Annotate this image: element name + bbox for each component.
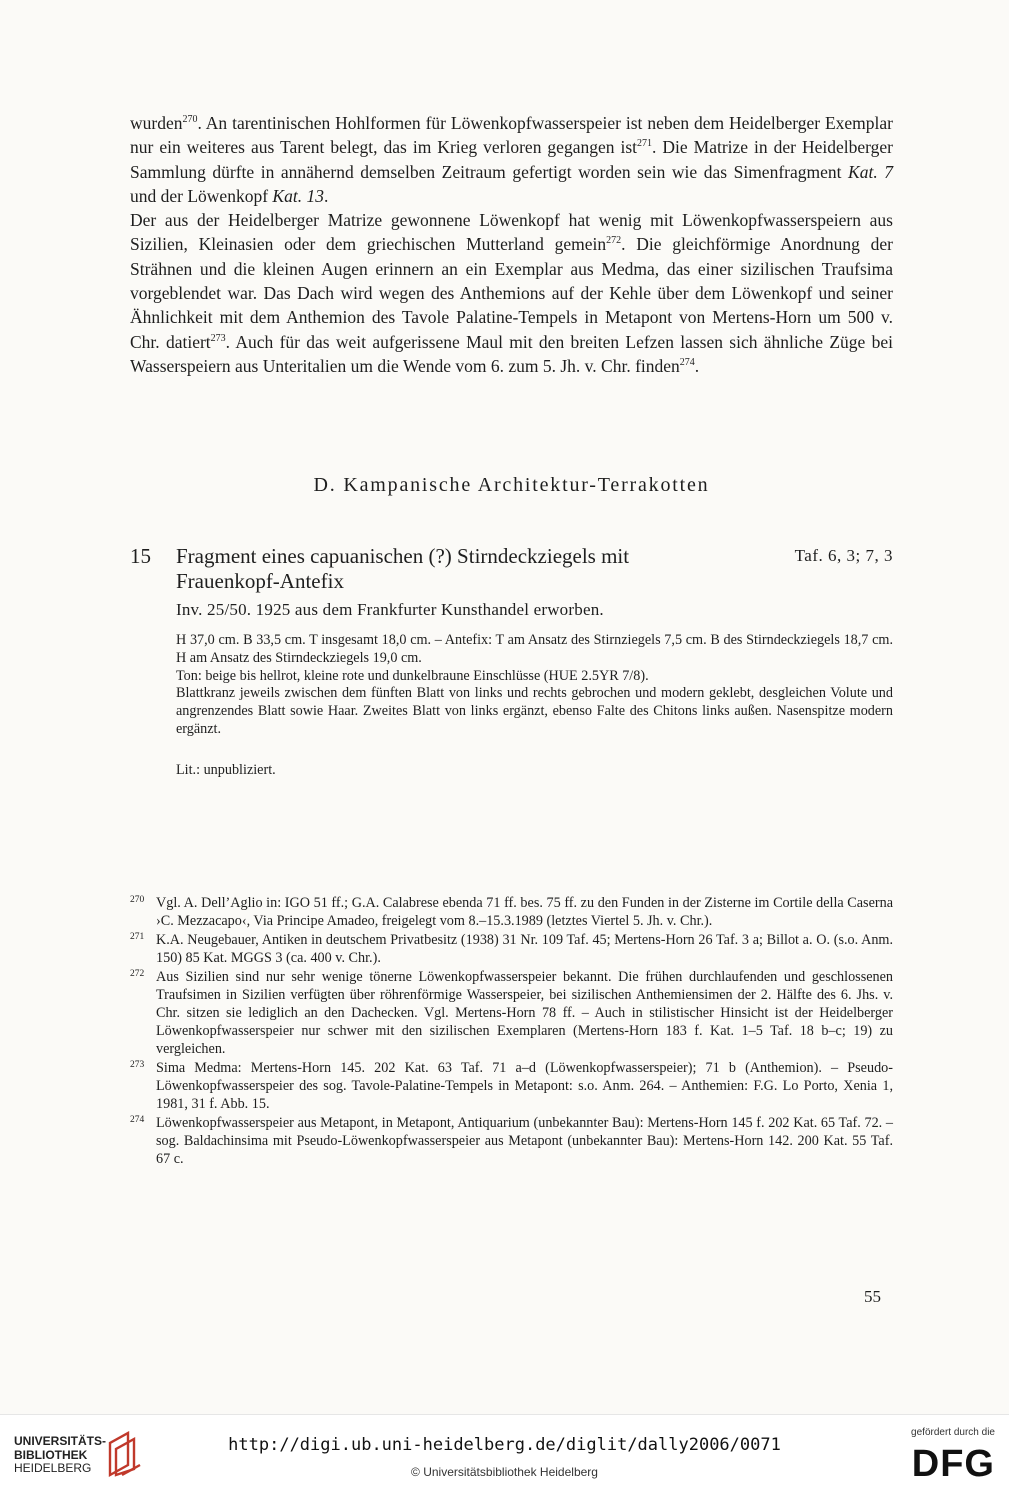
catalogue-entry-number: 15 — [130, 544, 151, 568]
plate-reference: Taf. 6, 3; 7, 3 — [794, 546, 893, 565]
viewer-footer — [0, 1414, 1009, 1490]
footnote-number: 271 — [130, 932, 145, 942]
library-name-line: BIBLIOTHEK — [14, 1447, 88, 1462]
footnote — [130, 1114, 893, 1168]
page-number: 55 — [864, 1287, 881, 1306]
footnote-text: Löwenkopfwasserspeier aus Metapont, in Metapont, Antiquarium (unbekannter Bau): Mertens-Horn 145 f. 202 Kat. 65 Taf. 72. – sog. Baldachinsima mit Pseudo-Löwenkopfwasserspeier aus Metapont (unbekannter Bau): Mertens-Horn 142. 200 Kat. 55 Taf. 67 c. — [156, 1115, 893, 1167]
footnote — [130, 894, 893, 930]
literature-line: Lit.: unpubliziert. — [176, 762, 276, 778]
body-text — [130, 111, 893, 378]
footnote-number: 273 — [130, 1060, 145, 1070]
paragraph: wurden$^{270}$. An tarentinischen Hohlformen für Löwenkopfwasserspeier ist neben dem Heidelberger Exemplar nur ein weiteres aus Tarent belegt, das im Krieg verloren gegangen ist$^{271}$. Die Matrize in der Heidelberger Sammlung dürfte in annähernd demselben Zeitraum gefertigt worden sein wie das Simenfragment Kat. 7 und der Löwenkopf Kat. 13. — [130, 113, 893, 206]
condition-description: Blattkranz jeweils zwischen dem fünften Blatt von links und rechts gebrochen und modern geklebt, desgleichen Volute und angrenzendes Blatt sowie Haar. Zweites Blatt von links ergänzt, ebenso Falte des Chitons links außen. Nasenspitze modern ergänzt. — [176, 685, 893, 737]
catalogue-entry-title: Fragment eines capuanischen (?) Stirndeckziegels mit Frauenkopf-Antefix — [176, 544, 630, 593]
footnote-number: 272 — [130, 969, 145, 979]
footnote-ref[interactable]: 271 — [637, 138, 653, 150]
footnote — [130, 931, 893, 967]
footnote — [130, 1059, 893, 1113]
inventory-line: Inv. 25/50. 1925 aus dem Frankfurter Kunsthandel erworben. — [176, 600, 604, 619]
catalogue-ref: Kat. 13 — [272, 185, 324, 206]
footnote-ref[interactable]: 274 — [679, 356, 695, 368]
clay-description: Ton: beige bis hellrot, kleine rote und dunkelbraune Einschlüsse (HUE 2.5YR 7/8). — [176, 667, 649, 684]
footnote-ref[interactable]: 270 — [182, 114, 198, 125]
copyright-notice: © Universitätsbibliothek Heidelberg — [411, 1465, 598, 1479]
funder-logo[interactable] — [891, 1427, 995, 1483]
footnote-number: 270 — [130, 895, 145, 905]
paragraph: Der aus der Heidelberger Matrize gewonnene Löwenkopf hat wenig mit Löwenkopfwasserspeiern aus Sizilien, Kleinasien oder dem griechischen Mutterland gemein$^{272}$. Die gleichförmige Anordnung der Strähnen und die kleinen Augen erinnern an ein Exemplar aus Medma, das einer sizilischen Traufsima vorgeblendet war. Das Dach wird wegen des Anthemions auf der Kehle über dem Löwenkopf und seiner Ähnlichkeit mit dem Anthemion des Tavole Palatine-Tempels in Metapont von Mertens-Horn um 500 v. Chr. datiert$^{273}$. Auch für das weit aufgerissene Maul mit den breiten Lefzen lassen sich ähnliche Züge bei Wasserspeiern aus Unteritalien um die Wende vom 6. zum 5. Jh. v. Chr. finden$^{274}$. — [130, 210, 893, 376]
section-heading: D. Kampanische Architektur-Terrakotten — [313, 474, 710, 496]
footnote-ref[interactable]: 272 — [606, 235, 622, 247]
catalogue-ref: Kat. 7 — [848, 161, 893, 182]
dimensions: H 37,0 cm. B 33,5 cm. T insgesamt 18,0 cm. – Antefix: T am Ansatz des Stirnziegels 7,5 cm. B des Stirndeckziegels 18,7 cm. H am Ansatz des Stirndeckziegels 19,0 cm. — [176, 632, 893, 666]
catalogue-entry-details — [176, 632, 893, 739]
footnote-number: 274 — [130, 1115, 145, 1125]
permalink-url[interactable]: http://digi.ub.uni-heidelberg.de/diglit/dally2006/0071 — [228, 1435, 781, 1455]
footnotes — [130, 894, 893, 1169]
footnote — [130, 968, 893, 1058]
footnote-text: Aus Sizilien sind nur sehr wenige tönerne Löwenkopfwasserspeier bekannt. Die frühen durchlaufenden und geschlossenen Traufsimen in Sizilien verfügten über röhrenförmige Wasserspeier, bei sizilischen Anthemiensimen der 2. Hälfte des 6. Jhs. v. Chr. sitzen sie lediglich an den Dachecken. Vgl. Mertens-Horn 78 ff. – Auch in stilistischer Hinsicht ist der Heidelberger Löwenkopfwasserspeier nur schwer mit den sizilischen Exemplaren (Mertens-Horn 183 f. Kat. 1–5 Taf. 18 b–c; 19) zu vergleichen. — [156, 969, 893, 1057]
footnote-text: Vgl. A. Dell’Aglio in: IGO 51 ff.; G.A. Calabrese ebenda 71 ff. bes. 75 ff. zu den Funden in der Zisterne im Cortile della Caserna ›C. Mezzacapo‹, Via Principe Amadeo, freigelegt vom 8.–15.3.1989 (letztes Viertel 5. Jh. v. Chr.). — [156, 895, 893, 929]
footnote-ref[interactable]: 273 — [210, 332, 226, 344]
library-name-line: HEIDELBERG — [14, 1461, 92, 1475]
library-name-line: UNIVERSITÄTS- — [14, 1434, 107, 1448]
funder-logo-mark: DFG — [911, 1443, 995, 1485]
funder-caption: gefördert durch die — [911, 1427, 995, 1438]
footnote-text: K.A. Neugebauer, Antiken in deutschem Privatbesitz (1938) 31 Nr. 109 Taf. 45; Mertens-Horn 26 Taf. 3 a; Billot a. O. (s.o. Anm. 150) 85 Kat. MGGS 3 (ca. 400 v. Chr.). — [156, 932, 893, 966]
footnote-text: Sima Medma: Mertens-Horn 145. 202 Kat. 63 Taf. 71 a–d (Löwenkopfwasserspeier); 71 b (Anthemion). – Pseudo-Löwenkopfwasserspeier des sog. Tavole-Palatine-Tempels in Metapont: s.o. Anm. 264. – Anthemien: F.G. Lo Porto, Xenia 1, 1981, 31 f. Abb. 15. — [156, 1060, 893, 1112]
